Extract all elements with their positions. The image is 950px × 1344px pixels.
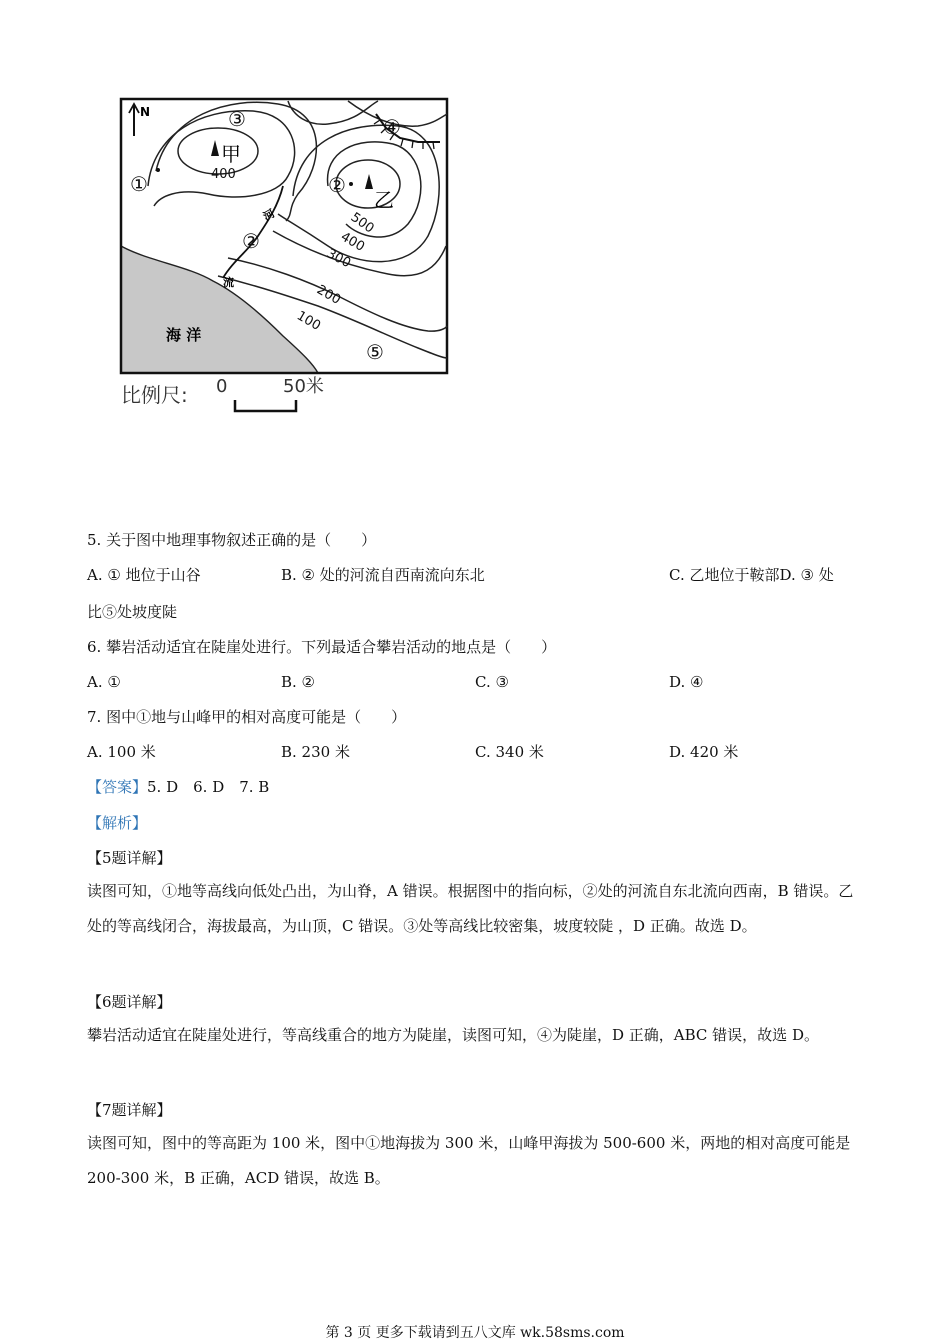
north-label: N <box>140 105 151 119</box>
river-label-2: 流 <box>223 276 234 289</box>
contour-label-200: 200 <box>314 282 344 308</box>
answer-tag: 【答案】 <box>87 778 148 796</box>
q5-option-a: A. ① 地位于山谷 <box>87 566 201 584</box>
q7-option-b: B. 230 米 <box>281 743 350 761</box>
river-label-1: 河 <box>261 206 278 224</box>
detail-5-title: 【5题详解】 <box>87 849 172 867</box>
q5-option-c: C. 乙地位于鞍部D. ③ 处 <box>669 566 834 584</box>
point-5: ⑤ <box>366 340 384 364</box>
contour-map-svg <box>118 96 453 421</box>
peak-a-marker <box>211 140 219 156</box>
scale-label: 比例尺: <box>121 383 188 407</box>
contour-label-500: 500 <box>347 209 377 237</box>
point-2-peak: ② <box>328 173 346 197</box>
contour-label-400a: 400 <box>211 167 236 182</box>
answer-text: 5. D 6. D 7. B <box>147 778 270 796</box>
q6-option-b: B. ② <box>281 673 316 691</box>
q6-option-c: C. ③ <box>475 673 509 691</box>
scale-end: 50米 <box>283 376 324 397</box>
sea-label: 海 洋 <box>166 326 202 344</box>
q7-option-d: D. 420 米 <box>669 743 739 761</box>
detail-6-title: 【6题详解】 <box>87 993 172 1011</box>
point-1: ① <box>130 172 148 196</box>
peak-a-label: 甲 <box>221 142 241 166</box>
point-2-river: ② <box>242 229 260 253</box>
contour-label-300: 300 <box>324 246 354 272</box>
contour-label-100: 100 <box>294 308 324 334</box>
analysis-tag: 【解析】 <box>87 814 148 832</box>
detail-6-text: 攀岩活动适宜在陡崖处进行，等高线重合的地方为陡崖，读图可知，④为陡崖，D 正确，ABC 错误，故选 D。 <box>87 1026 819 1044</box>
question-7-stem: 7. 图中①地与山峰甲的相对高度可能是（ ） <box>87 708 407 726</box>
scale-bar <box>235 400 296 411</box>
q6-option-a: A. ① <box>87 673 121 691</box>
point-2-dot <box>349 182 353 186</box>
detail-5-text: 读图可知，①地等高线向低处凸出，为山脊，A 错误。根据图中的指向标，②处的河流自东北流向西南，B 错误。乙处的等高线闭合，海拔最高，为山顶，C 错误。③处等高线比较密集，坡度较陡 ，D 正确。故选 D。 <box>87 882 854 935</box>
sea-area <box>121 246 318 373</box>
peak-b-label: 乙 <box>374 188 394 212</box>
scale-zero: 0 <box>216 376 228 397</box>
detail-7-title: 【7题详解】 <box>87 1101 172 1119</box>
contour-map <box>118 96 453 421</box>
detail-7-text: 读图可知，图中的等高距为 100 米，图中①地海拔为 300 米，山峰甲海拔为 500-600 米，两地的相对高度可能是 200-300 米，B 正确，ACD 错误，故选 B。 <box>87 1134 851 1187</box>
answer-line <box>87 777 269 797</box>
q5-option-wrap: 比⑤处坡度陡 <box>87 603 178 621</box>
question-6-stem: 6. 攀岩活动适宜在陡崖处进行。下列最适合攀岩活动的地点是（ ） <box>87 638 557 656</box>
page-footer: 第 3 页 更多下载请到五八文库 wk.58sms.com <box>325 1325 625 1341</box>
point-1-dot <box>156 168 160 172</box>
q7-option-a: A. 100 米 <box>87 743 156 761</box>
contour-label-400b: 400 <box>338 229 368 255</box>
point-3: ③ <box>228 107 246 131</box>
q6-option-d: D. ④ <box>669 673 704 691</box>
q7-option-c: C. 340 米 <box>475 743 544 761</box>
point-4: ④ <box>383 115 401 139</box>
q5-option-b: B. ② 处的河流自西南流向东北 <box>281 566 485 584</box>
question-5-stem: 5. 关于图中地理事物叙述正确的是（ ） <box>87 531 377 549</box>
peak-b-marker <box>365 174 373 189</box>
